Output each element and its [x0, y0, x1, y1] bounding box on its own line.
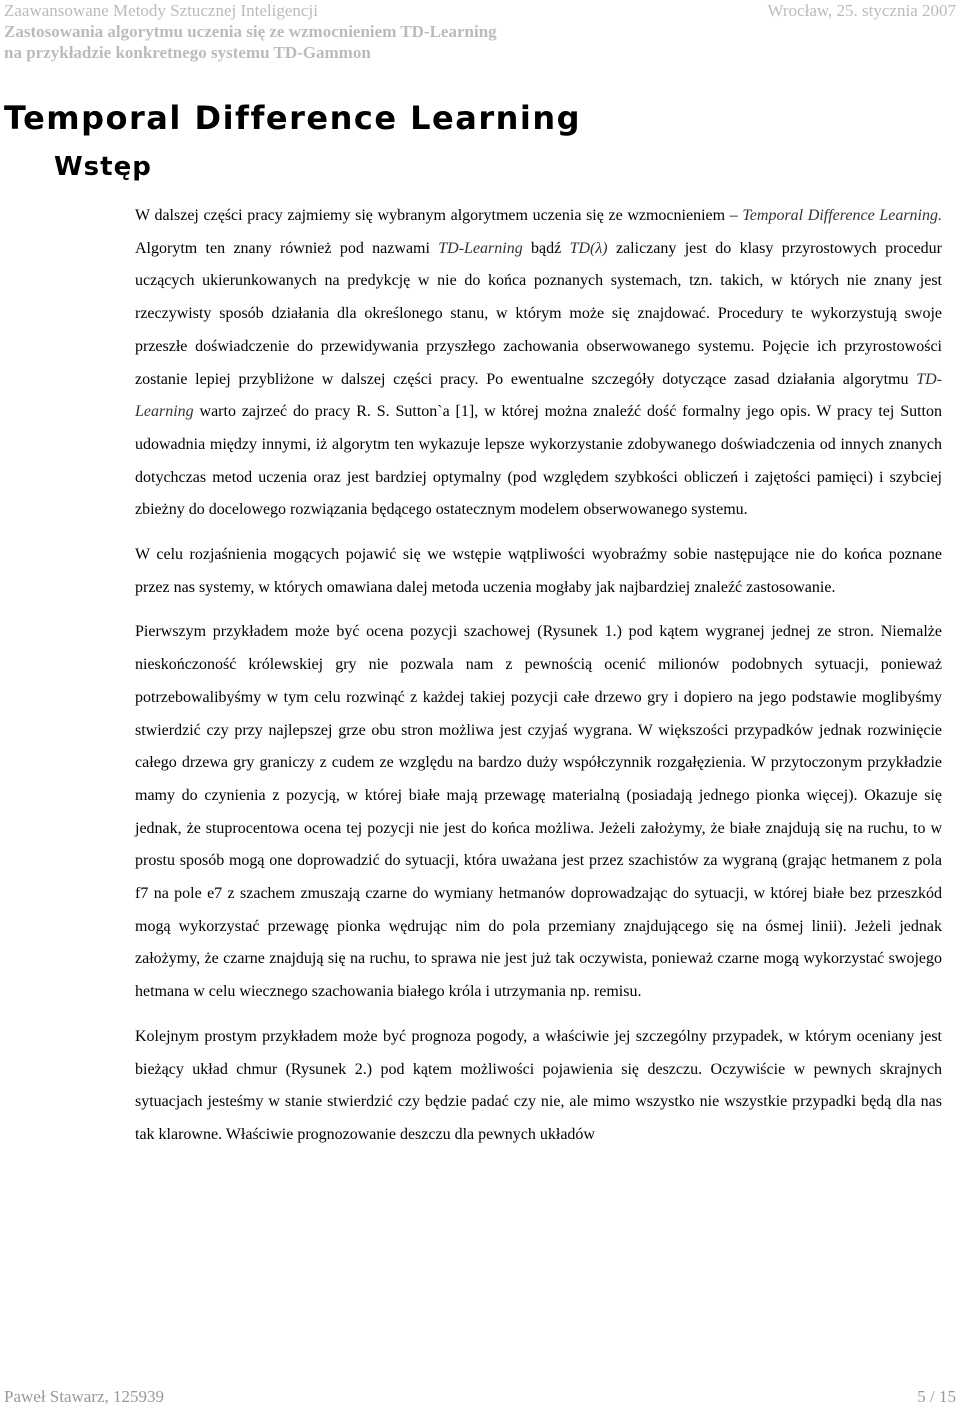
footer-author: Paweł Stawarz, 125939 [4, 1387, 165, 1406]
paragraph-systems: W celu rozjaśnienia mogących pojawić się we wstępie wątpliwości wyobraźmy sobie następujące nie do końca poznane przez nas systemy, w których omawiana dalej metoda uczenia mogłaby jak najbardziej znaleźć zastosowanie. [135, 546, 942, 596]
p1-term-td-learning-2: TD-Learning [135, 370, 942, 421]
p1-text-c: Algorytm ten znany również pod nazwami [135, 239, 439, 257]
p1-text-i: warto zajrzeć do pracy R. S. Sutton`a [1], w której można znaleźć dość formalny jego opis. W pracy tej Sutton udowadnia między innymi, iż algorytm ten wykazuje lepsze wykorzystanie zdobywanego doświadczenia od innych znanych dotychczas metod uczenia oraz jest bardziej optymalny (pod względem szybkości obliczeń i zajętości pamięci) i szybciej zbieżny do docelowego rozwiązania będącego ostatecznym modelem obserwowanego systemu. [135, 403, 942, 519]
header-topic-line-2: na przykładzie konkretnego systemu TD-Gammon [4, 43, 371, 62]
p1-text-e: bądź [522, 239, 570, 257]
footer-page-number: 5 / 15 [917, 1387, 956, 1406]
paragraph-chess-example: Pierwszym przykładem może być ocena pozycji szachowej (Rysunek 1.) pod kątem wygranej jednej ze stron. Niemalże nieskończoność królewskiej gry nie pozwala nam z pewnością ocenić milionów podobnych sytuacji, ponieważ potrzebowalibyśmy w tym celu rozwinąć z każdej takiej pozycji całe drzewo gry i dopiero na jego podstawie moglibyśmy stwierdzić czy przy najlepszej grze obu stron możliwa jest czyjaś wygrana. W większości przypadków jednak rozwinięcie całego drzewa gry graniczy z cudem ze względu na bardzo duży współczynnik rozgałęzienia. W przytoczonym przykładzie mamy do czynienia z pozycją, w której białe mają przewagę materialną (posiadają jednego pionka więcej). Okazuje się jednak, że stuprocentowa ocena tej pozycji nie jest do końca możliwa. Jeżeli założymy, że białe znajdują się na ruchu, to w prostu sposób mogą one doprowadzić do sytuacji, która uważana jest przez szachistów za wygraną (grając hetmanem z pola f7 na pole e7 z szachem zmuszają czarne do wymiany hetmanów doprowadzając do sytuacji, w której białe bez przeszkód mogą wykorzystać przewagę pionka wędrując nim do pola przemiany znajdującego się na ósmej linii). Jeżeli jednak założymy, że czarne znajdują się na ruchu, to sprawa nie jest już tak oczywista, ponieważ czarne mogą wykorzystać swojego hetmana w celu wiecznego szachowania białego króla i utrzymania np. remisu. [135, 623, 942, 1001]
page-header [4, 0, 956, 63]
header-place-date: Wrocław, 25. stycznia 2007 [767, 1, 956, 20]
paragraph-intro [135, 200, 942, 527]
paragraph-weather-example: Kolejnym prostym przykładem może być prognoza pogody, a właściwie jej szczególny przypadek, w którym oceniany jest bieżący układ chmur (Rysunek 2.) pod kątem możliwości pojawienia się deszczu. Oczywiście w pewnych skrajnych sytuacjach jesteśmy w stanie stwierdzić czy będzie padać czy nie, ale mimo wszystko nie wszystkie przypadki będą dla nas tak klarowne. Właściwie prognozowanie deszczu dla pewnych układów [135, 1027, 942, 1143]
p1-text-a: W dalszej części pracy zajmiemy się wybranym algorytmem uczenia się ze wzmocnieniem – [135, 207, 743, 224]
p1-term-td-lambda: TD(λ) [569, 239, 608, 257]
p1-term-td-learning-full: Temporal Difference Learning. [742, 207, 943, 224]
section-heading: Wstęp [54, 152, 152, 182]
p1-term-td-learning: TD-Learning [438, 239, 523, 257]
document-title: Temporal Difference Learning [4, 99, 582, 137]
document-body [135, 200, 942, 1152]
p1-text-g: zaliczany jest do klasy przyrostowych procedur uczących ukierunkowanych na predykcję w nie do końca poznanych systemach, tzn. takich, w których nie znany jest rzeczywisty sposób działania dla określonego stanu, w którym może się znajdować. Procedury te wykorzystują swoje przeszłe doświadczenie do przewidywania przyszłego zachowania obserwowanego systemu. Pojęcie ich przyrostowości zostanie lepiej przybliżone w dalszej części pracy. Po ewentualne szczegóły dotyczące zasad działania algorytmu [135, 239, 942, 388]
header-course: Zaawansowane Metody Sztucznej Inteligencji [4, 1, 318, 20]
header-topic-line-1: Zastosowania algorytmu uczenia się ze wzmocnieniem TD-Learning [4, 22, 497, 41]
